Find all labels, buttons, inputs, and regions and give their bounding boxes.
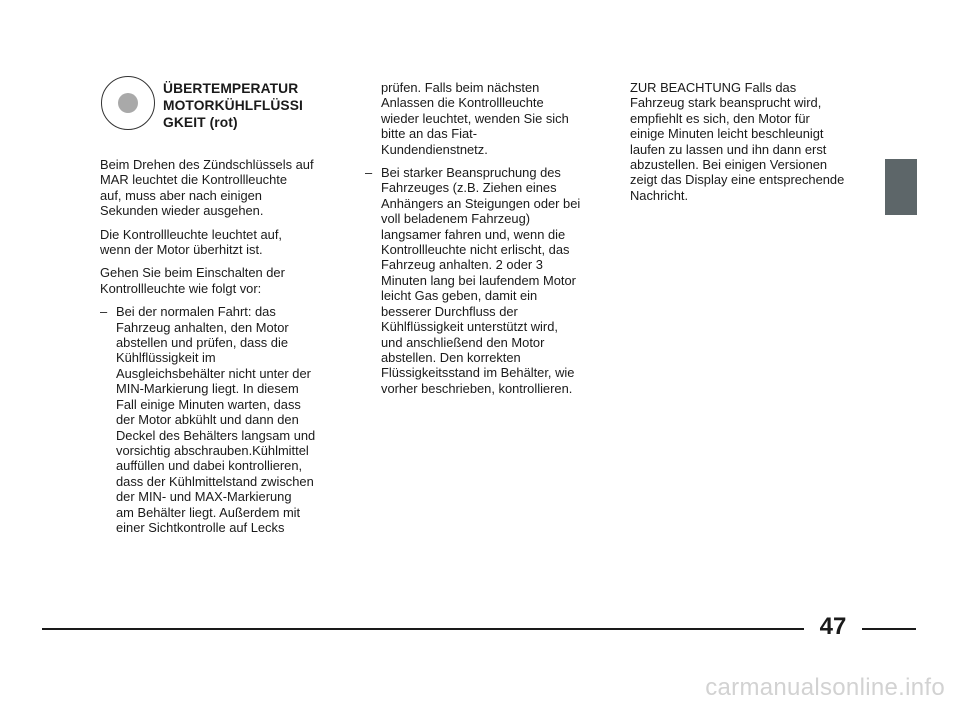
warning-lamp-icon xyxy=(101,76,155,130)
paragraph-2: Die Kontrollleuchte leuchtet auf, wenn der Motor überhitzt ist. xyxy=(100,226,283,258)
note-paragraph: ZUR BEACHTUNG Falls das Fahrzeug stark beansprucht wird, empfiehlt es sich, den Motor für einige Minuten leicht beschleunigt laufen zu lassen und ihn dann erst abzustellen. Bei einigen Versionen zeigt das Display eine entsprechende Nachricht. xyxy=(630,80,845,203)
list-item-1-continuation: prüfen. Falls beim nächsten Anlassen die Kontrollleuchte wieder leuchtet, wenden Sie sich bitte an das Fiat- Kundendienstnetz. xyxy=(381,80,569,157)
page-number: 47 xyxy=(819,613,847,640)
list-item-1 xyxy=(100,304,340,535)
section-heading xyxy=(163,80,343,131)
lamp-dot xyxy=(118,93,138,113)
text-column-1 xyxy=(100,157,340,543)
list-item-text: Bei starker Beanspruchung des Fahrzeuges (z.B. Ziehen eines Anhängers an Steigungen oder bei voll beladenem Fahrzeug) langsamer fahren und, wenn die Kontrollleuchte nicht erlischt, das Fahrzeug anhalten. 2 oder 3 Minuten lang bei laufendem Motor leicht Gas geben, damit ein besserer Durchfluss der Kühlflüssigkeit unterstützt wird, und anschließend den Motor abstellen. Den korrekten Flüssigkeitsstand im Behälter, wie vorher beschrieben, kontrollieren. xyxy=(381,165,581,396)
section-tab-marker xyxy=(885,159,917,215)
dash-marker: – xyxy=(100,304,108,320)
paragraph-1: Beim Drehen des Zündschlüssels auf MAR leuchtet die Kontrollleuchte auf, muss aber nach einigen Sekunden wieder ausgehen. xyxy=(100,157,314,219)
list-item-2 xyxy=(365,165,605,396)
heading-line: ÜBERTEMPERATUR xyxy=(163,81,299,96)
footer-rule-left xyxy=(42,628,804,630)
dash-marker: – xyxy=(365,165,373,181)
list-item-text: Bei der normalen Fahrt: das Fahrzeug anhalten, den Motor abstellen und prüfen, dass die Kühlflüssigkeit im Ausgleichsbehälter nicht unter der MIN-Markierung liegt. In diesem Fall einige Minuten warten, dass der Motor abkühlt und dann den Deckel des Behälters langsam und vorsichtig abschrauben.Kühlmittel auffüllen und dabei kontrollieren, dass der Kühlmittelstand zwischen der MIN- und MAX-Markierung am Behälter liegt. Außerdem mit einer Sichtkontrolle auf Lecks xyxy=(116,304,316,535)
paragraph-3: Gehen Sie beim Einschalten der Kontrollleuchte wie folgt vor: xyxy=(100,265,285,296)
watermark-text: carmanualsonline.info xyxy=(705,674,945,701)
heading-line: GKEIT (rot) xyxy=(163,115,238,130)
text-column-3 xyxy=(630,80,870,211)
text-column-2 xyxy=(365,80,605,404)
footer-rule-right xyxy=(862,628,916,630)
heading-line: MOTORKÜHLFLÜSSI xyxy=(163,98,303,113)
